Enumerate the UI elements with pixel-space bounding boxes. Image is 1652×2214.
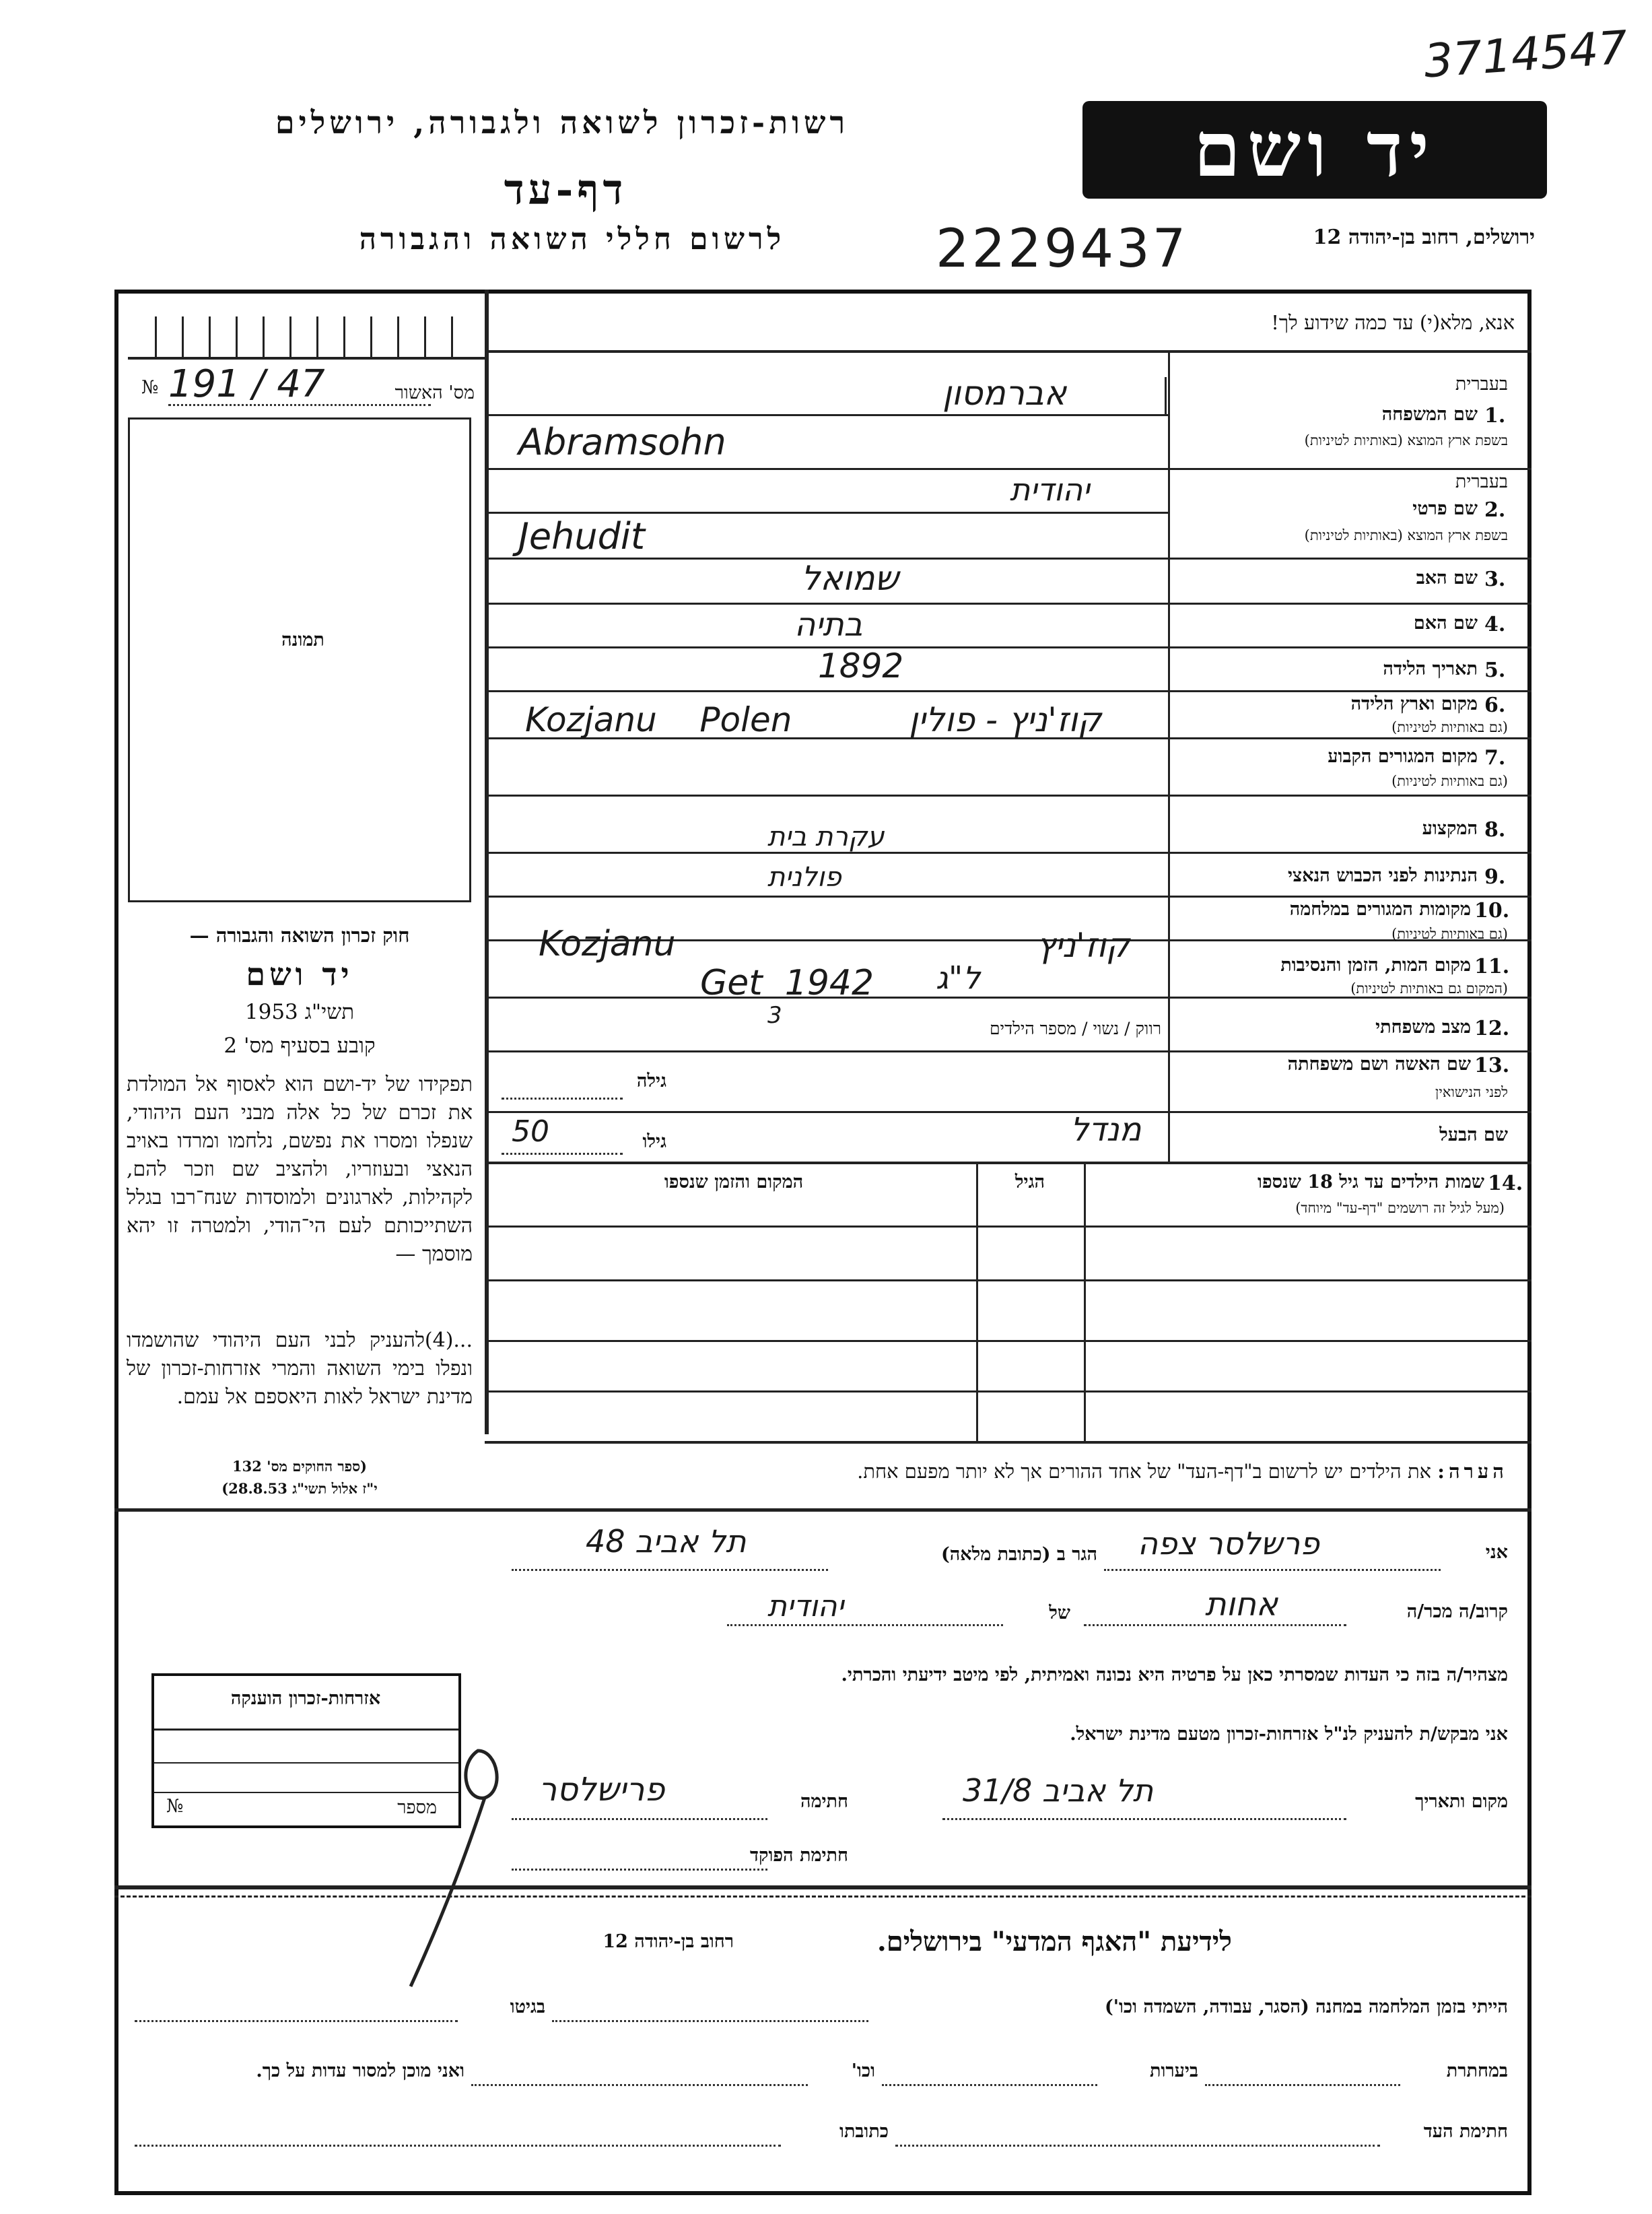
signature-value: פרישלסר (539, 1771, 665, 1809)
wife-age-label: גילה (636, 1071, 666, 1092)
relation-of-label: של (1049, 1603, 1070, 1623)
row13-number: 13. (1474, 1054, 1510, 1077)
row3-number: 3. (1484, 568, 1506, 591)
yad-vashem-logo: יד ושם (1082, 101, 1547, 199)
hebrew-label-2: בעברית (1455, 471, 1508, 492)
row6-number: 6. (1484, 694, 1506, 717)
declarant-address-label: הגר ב (כתובת מלאה) (940, 1544, 1097, 1565)
footer-title: לידיעת "האגף המדעי" בירושלים. (876, 1926, 1232, 1957)
form-intro: אנא, מלא(י) עד כמה שידוע לך! (1271, 311, 1515, 334)
approval-number: 191 / 47 (168, 362, 325, 406)
footer-address: רחוב בן-יהודה 12 (603, 1931, 734, 1952)
children-place-column: המקום והזמן שנספו (664, 1172, 804, 1193)
row10-label: מקומות המגורים במלחמה (1289, 899, 1471, 920)
citizenship-box-number-label: מספר (397, 1797, 437, 1818)
family-status-options: רווק / נשוי / מספר הילדים (989, 1019, 1161, 1038)
footer-testimony-label: ואני מוכן למסור עדות על כך. (256, 2060, 464, 2081)
row13-label: שם האשה ושם משפחתה (1287, 1054, 1471, 1075)
place-date-value: תל אביב 31/8 (963, 1772, 1154, 1809)
death-place-latin: Get 1942 (700, 963, 874, 1003)
children-age-column: הגיל (1014, 1172, 1045, 1193)
row9-label: הנתינות לפני הכבוש הנאצי (1287, 865, 1478, 886)
approval-prefix: № (141, 377, 159, 398)
row12-label: מצב משפחתי (1375, 1017, 1471, 1038)
note-label: הערה: (1437, 1460, 1508, 1483)
authority-name: רשות-זכרון לשואה ולגבורה, ירושלים (275, 104, 850, 141)
row11-label: מקום המות, הזמן והנסיבות (1280, 955, 1471, 976)
row6-label: מקום וארץ הלידה (1350, 694, 1478, 714)
surname-latin-value: Abramsohn (518, 421, 726, 463)
row1-number: 1. (1484, 404, 1506, 428)
header-address: ירושלים, רחוב בן-יהודה 12 (1313, 226, 1535, 249)
row11-sub: (המקום גם באותיות לטיניות) (1350, 980, 1508, 997)
footer-etc-label: וכו' (851, 2060, 875, 2081)
row9-number: 9. (1484, 865, 1506, 889)
law-clause: קובע בסעיף מס' 2 (223, 1034, 376, 1058)
row14-number: 14. (1488, 1172, 1523, 1195)
children-count-value: 3 (767, 1002, 782, 1029)
declarant-address-value: תל אביב 48 (586, 1523, 747, 1559)
row4-number: 4. (1484, 613, 1506, 636)
declarant-name-value: פרשלסר צפה (1138, 1525, 1319, 1562)
children-note (498, 1460, 1508, 1483)
signature-label: חתימה (800, 1791, 848, 1812)
approval-label: מס' האשור (394, 382, 475, 403)
row10-number: 10. (1474, 899, 1510, 922)
children-sub: (מעל לגיל זה רושמים "דף-עד" מיוחד) (1295, 1200, 1505, 1216)
row12-number: 12. (1474, 1017, 1510, 1040)
birthplace-hebrew-value: קוז'ניץ - פולין (909, 700, 1102, 739)
law-name: יד ושם (246, 956, 353, 993)
row4-label: שם האם (1413, 613, 1478, 634)
note-text: את הילדים יש לרשום ב"דף-העד" של אחד ההורים אך לא יותר מפעם אחת. (857, 1460, 1432, 1483)
footer-camp-label: הייתי בזמן המלחמה במחנה (הסגר, עבודה, השמדה וכו') (1104, 1997, 1508, 2017)
footer-underground-label: במחתרת (1446, 2060, 1508, 2081)
first-name-hebrew-value: יהודית (1010, 471, 1090, 508)
children-label: שמות הילדים עד גיל 18 שנספו (1258, 1172, 1484, 1193)
row3-label: שם האב (1416, 568, 1478, 589)
row8-label: המקצוע (1422, 818, 1478, 839)
relation-of-value: יהודית (767, 1589, 844, 1623)
row1-label: שם המשפחה (1381, 404, 1478, 425)
law-title: חוק זכרון השואה והגבורה — (189, 924, 410, 947)
row2-number: 2. (1484, 498, 1506, 522)
citizenship-box-title: אזרחות-זכרון הוענקה (230, 1688, 381, 1709)
declaration-truth: מצהיר/ה בזה כי העדות שמסרתי כאן על פרטיה היא נכונה ואמיתית, לפי מיטב ידיעתי והכרתי. (841, 1665, 1508, 1685)
row2-sub: בשפת ארץ המוצא (באותיות לטיניות) (1304, 527, 1508, 543)
footer-witness-address-label: כתובתו (839, 2121, 889, 2142)
row5-label: תאריך הלידה (1383, 659, 1478, 679)
husband-name-value: מנדל (1070, 1111, 1142, 1149)
birthplace-latin-value: Kozjanu Polen (525, 700, 792, 739)
row8-number: 8. (1484, 818, 1506, 842)
first-name-latin-value: Jehudit (518, 515, 646, 558)
mother-name-value: בתיה (794, 606, 863, 644)
birth-date-value: 1892 (818, 646, 904, 685)
citizenship-box-prefix: № (166, 1796, 184, 1817)
row13-sub: לפני הנישואין (1435, 1084, 1508, 1100)
row10-sub: (גם באותיות לטיניות) (1391, 926, 1508, 942)
husband-age-value: 50 (512, 1114, 549, 1149)
husband-age-label: גילו (642, 1131, 666, 1152)
law-ref-date: י"ז אלול תשי"ג 28.8.53) (221, 1480, 378, 1497)
nationality-value: פולנית (767, 862, 841, 893)
father-name-value: שמואל (801, 559, 899, 598)
footer-ghetto-label: בגיטו (510, 1997, 545, 2017)
occupation-value: עקרת בית (767, 821, 885, 852)
form-subtitle: לרשום חללי השואה והגבורה (359, 222, 786, 257)
row6-sub: (גם באותיות לטיניות) (1391, 719, 1508, 735)
row1-sub: בשפת ארץ המוצא (באותיות לטיניות) (1304, 432, 1508, 448)
photo-box (128, 417, 471, 902)
officer-signature-label: חתימת הפוקד (750, 1845, 848, 1866)
declaration-request: אני מבקש/ת להעניק לנ"ל אזרחות-זכרון מטעם מדינת ישראל. (1070, 1724, 1508, 1745)
wartime-residence-hebrew: קוז'ניץ (1037, 926, 1130, 965)
death-place-hebrew: ל"ג (936, 960, 981, 996)
form-title: דף-עד (504, 165, 627, 214)
wartime-residence-latin: Kozjanu (539, 924, 676, 964)
row5-number: 5. (1484, 659, 1506, 682)
hebrew-label-1: בעברית (1455, 374, 1508, 395)
row7-number: 7. (1484, 746, 1506, 770)
footer-forests-label: ביערות (1149, 2060, 1198, 2081)
law-year: תשי"ג 1953 (244, 1000, 355, 1024)
law-text-clause4: ...(4)להעניק לבני העם היהודי שהושמדו ונפלו בימי השואה והמרי אזרחות-זכרון של מדינת ישראל לאות היאספם אל עמם. (127, 1329, 473, 1409)
relation-label: קרוב/ה מכר/ה (1406, 1601, 1508, 1622)
surname-hebrew-value: אברמסון (942, 374, 1067, 413)
row7-sub: (גם באותיות לטיניות) (1391, 773, 1508, 789)
serial-number: 2229437 (936, 219, 1189, 279)
place-date-label: מקום ותאריך (1415, 1791, 1508, 1812)
declarant-i-label: אני (1485, 1542, 1508, 1563)
law-ref: (ספר החוקים מס' 132 (232, 1458, 367, 1475)
relation-value: אחות (1205, 1586, 1278, 1623)
row2-label: שם פרטי (1412, 498, 1478, 519)
handwritten-mark (384, 1737, 518, 1993)
row11-number: 11. (1474, 955, 1510, 978)
archive-number: 3714547 (1422, 21, 1630, 89)
law-text: תפקידו של יד-ושם הוא לאסוף אל המולדת את זכרם של כל אלה מבני העם היהודי, שנפלו ומסרו את נפשם, נלחמו ומרדו באויב הנאצי ובעוזריו, ולהציב שם וזכר להם, לקהילות, לארגונים ולמוסדות שנח־רבו בגלל השתייכותם לעם הי־הודי, ולמטרה זו יהא מוסמך — (127, 1073, 473, 1266)
row7-label: מקום המגורים הקבוע (1328, 746, 1478, 767)
photo-label: תמונה (281, 630, 324, 650)
husband-label: שם הבעל (1439, 1125, 1508, 1145)
footer-witness-signature-label: חתימת העד (1423, 2121, 1508, 2142)
